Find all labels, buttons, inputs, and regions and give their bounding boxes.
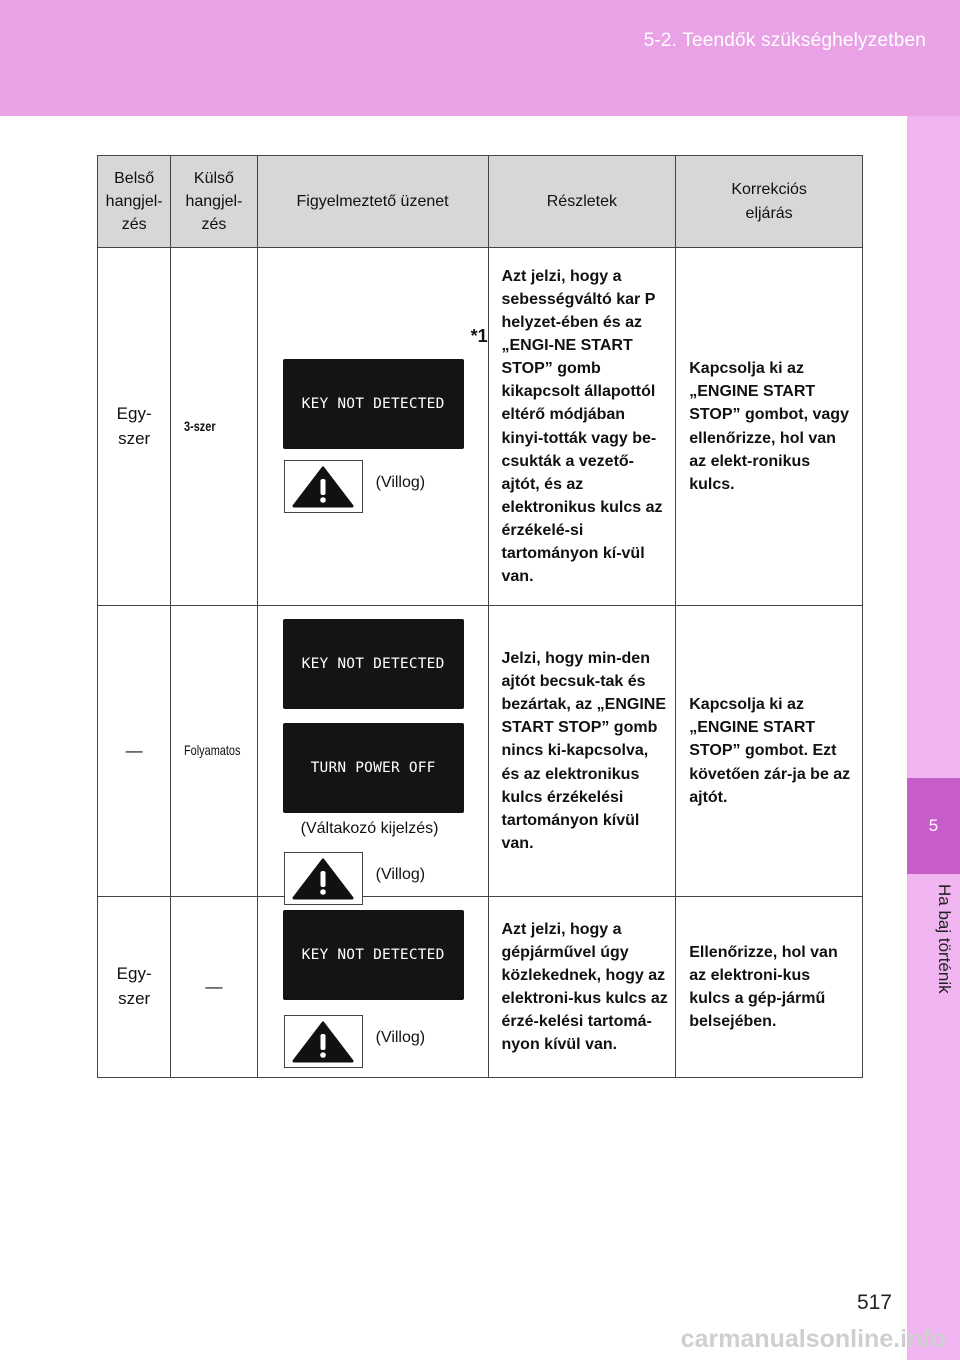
header-details: Részletek <box>488 156 676 248</box>
external-buzzer-cell: Folyamatos <box>171 606 257 897</box>
internal-buzzer-cell: Egy- szer <box>98 897 171 1078</box>
display-key-not-detected: KEY NOT DETECTED <box>283 910 464 1000</box>
details-cell: Azt jelzi, hogy a gépjárművel úgy közlekednek, hogy az elektroni-kus kulcs az érzé-kelési tartomá-nyon kívül van. <box>488 897 676 1078</box>
blink-label: (Villog) <box>375 474 426 491</box>
header-external-buzzer: Külső hangjel- zés <box>171 156 257 248</box>
table-header-row <box>98 156 863 248</box>
warning-box <box>284 460 363 513</box>
warning-message-cell <box>257 897 488 1078</box>
alternating-label: (Váltakozó kijelzés) <box>300 820 439 837</box>
external-buzzer-cell: 3-szer <box>171 248 257 606</box>
external-buzzer-cell: — <box>171 897 257 1078</box>
correction-cell: Kapcsolja ki az „ENGINE START STOP” gombot, vagy ellenőrizze, hol van az elekt-ronikus kulcs. <box>676 248 863 606</box>
internal-buzzer-cell: Egy- szer <box>98 248 171 606</box>
section-title: 5-2. Teendők szükséghelyzetben <box>643 30 926 51</box>
warning-triangle-icon <box>291 1020 355 1064</box>
header-warning-message: Figyelmeztető üzenet <box>257 156 488 248</box>
table-row <box>98 248 863 606</box>
correction-cell: Ellenőrizze, hol van az elektroni-kus kulcs a gép-jármű belsejében. <box>676 897 863 1078</box>
display-key-not-detected: KEY NOT DETECTED <box>283 359 464 449</box>
table-row <box>98 897 863 1078</box>
chapter-number: 5 <box>907 778 960 874</box>
warning-triangle-icon <box>291 857 355 901</box>
warning-table <box>97 155 863 1078</box>
blink-label: (Villog) <box>375 866 426 883</box>
warning-message-cell <box>257 606 488 897</box>
header-correction: Korrekciós eljárás <box>676 156 863 248</box>
details-cell: Azt jelzi, hogy a sebességváltó kar P helyzet-ében és az „ENGI-NE START STOP” gomb kikapcsolt állapottól eltérő módjában kinyi-tották vagy be-csukták a vezető-ajtót, és az elektronikus kulcs az érzékelé-si tartományon kí-vül van. <box>488 248 676 606</box>
blink-label: (Villog) <box>375 1029 426 1046</box>
correction-cell: Kapcsolja ki az „ENGINE START STOP” gombot. Ezt követően zár-ja be az ajtót. <box>676 606 863 897</box>
details-cell: Jelzi, hogy min-den ajtót becsuk-tak és bezártak, az „ENGINE START STOP” gomb nincs ki-kapcsolva, és az elektronikus kulcs érzékelési tartományon kívül van. <box>488 606 676 897</box>
display-key-not-detected: KEY NOT DETECTED <box>283 619 464 709</box>
chapter-side-tab <box>907 116 960 1360</box>
chapter-label: Ha baj történik <box>935 884 954 994</box>
warning-box <box>284 1015 363 1068</box>
watermark: carmanualsonline.info <box>680 1325 946 1353</box>
header-internal-buzzer: Belső hangjel- zés <box>98 156 171 248</box>
table-row <box>98 606 863 897</box>
footnote-marker: *1 <box>470 326 488 346</box>
warning-message-cell <box>257 248 488 606</box>
page-number: 517 <box>856 1291 892 1314</box>
warning-triangle-icon <box>291 465 355 509</box>
internal-buzzer-cell: — <box>98 606 171 897</box>
display-turn-power-off: TURN POWER OFF <box>283 723 464 813</box>
page-header <box>0 0 960 116</box>
